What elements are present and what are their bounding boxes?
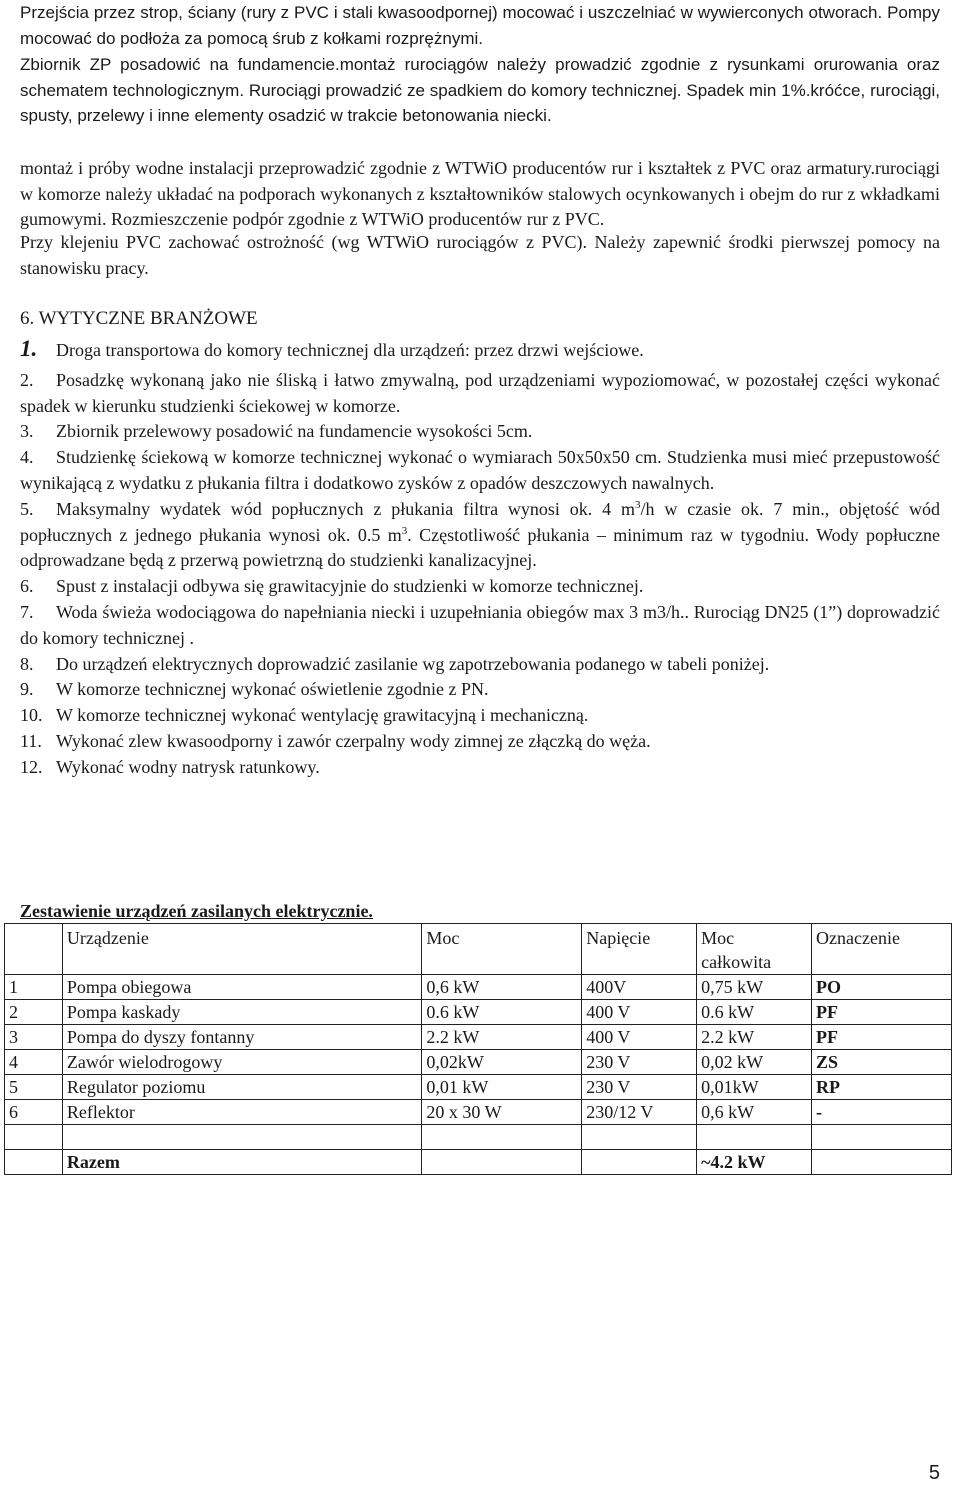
list-item (20, 497, 940, 574)
table-cell (5, 1150, 63, 1175)
table-cell: 0.6 kW (422, 1000, 582, 1025)
item-text: W komorze technicznej wykonać wentylację grawitacyjną i mechaniczną. (56, 705, 589, 726)
table-cell: - (812, 1100, 952, 1125)
item-text: Wykonać zlew kwasoodporny i zawór czerpalny wody zimnej ze złączką do węża. (56, 730, 651, 751)
table-cell: Zawór wielodrogowy (62, 1050, 422, 1075)
table-cell: 230 V (582, 1050, 697, 1075)
page-number: 5 (928, 1462, 940, 1484)
list-item (20, 652, 940, 678)
list-item (20, 336, 940, 364)
header-cell: Urządzenie (62, 924, 422, 975)
item-number: 2. (20, 369, 34, 390)
equipment-table (4, 923, 952, 1175)
table-cell: 6 (5, 1100, 63, 1125)
list-item (20, 368, 940, 420)
item-number: 1. (20, 336, 38, 361)
list-item (20, 755, 940, 781)
item-number: 9. (20, 679, 34, 700)
table-header-row (5, 924, 952, 975)
list-item (20, 445, 940, 497)
table-cell: Pompa do dyszy fontanny (62, 1025, 422, 1050)
header-cell: Napięcie (582, 924, 697, 975)
total-value: ~4.2 kW (697, 1150, 812, 1175)
item-text: Woda świeża wodociągowa do napełniania niecki i uzupełniania obiegów max 3 m3/h.. Rurociąg DN25 (1”) doprowadzić do komory technicznej . (20, 601, 940, 648)
item-text-a: Maksymalny wydatek wód popłucznych z płukania filtra wynosi ok. 4 m (56, 498, 636, 519)
superscript: 3 (401, 524, 408, 537)
table-cell: 1 (5, 975, 63, 1000)
list-item (20, 703, 940, 729)
item-number: 12. (20, 756, 43, 777)
table-cell: 3 (5, 1025, 63, 1050)
table-cell: 230/12 V (582, 1100, 697, 1125)
item-text: Posadzkę wykonaną jako nie śliską i łatwo zmywalną, pod urządzeniami wypoziomować, w pozostałej części wykonać spadek w kierunku studzienki ściekowej w komorze. (20, 369, 940, 416)
intro-paragraph-2: Zbiornik ZP posadowić na fundamencie.montaż rurociągów należy prowadzić zgodnie z rysunkami orurowania oraz schematem technologicznym. Rurociągi prowadzić ze spadkiem do komory technicznej. Spadek min 1%.króćce, rurociągi, spusty, przelewy i inne elementy osadzić w trakcie betonowania niecki. (20, 55, 940, 126)
table-title: Zestawienie urządzeń zasilanych elektrycznie. (20, 901, 373, 921)
item-number: 8. (20, 653, 34, 674)
table-cell: 0,75 kW (697, 975, 812, 1000)
table-cell: Pompa kaskady (62, 1000, 422, 1025)
table-row (5, 1050, 952, 1075)
item-text-b: /h w czasie ok. 7 min., objętość wód popłucznych z jednego płukania wynosi ok. 0.5 m (20, 498, 940, 545)
table-cell: 400V (582, 975, 697, 1000)
table-cell: 0,02 kW (697, 1050, 812, 1075)
item-text: Zbiornik przelewowy posadowić na fundamencie wysokości 5cm. (56, 421, 533, 442)
item-text: Studzienkę ściekową w komorze technicznej wykonać o wymiarach 50x50x50 cm. Studzienka musi mieć przepustowość wynikającą z wydatku z płukania filtra i dodatkowo zysków z opadów deszczowych nawalnych. (20, 447, 940, 493)
table-cell: 0,6 kW (422, 975, 582, 1000)
header-cell: Moc całkowita (697, 924, 812, 975)
table-row (5, 1075, 952, 1100)
table-cell (582, 1150, 697, 1175)
table-cell: 230 V (582, 1075, 697, 1100)
table-cell: 2.2 kW (697, 1025, 812, 1050)
table-cell (5, 1125, 63, 1150)
table-cell: 0,01 kW (422, 1075, 582, 1100)
table-cell (422, 1125, 582, 1150)
item-number: 5. (20, 498, 34, 519)
guidelines-list (20, 336, 940, 781)
table-cell: Pompa obiegowa (62, 975, 422, 1000)
table-cell: 400 V (582, 1000, 697, 1025)
item-text-c: . Częstotliwość płukania – minimum raz w tygodniu. Wody popłuczne odprowadzane będą z przerwą powietrzną do studzienki kanalizacyjnej. (20, 524, 940, 571)
table-cell: 0,02kW (422, 1050, 582, 1075)
superscript: 3 (635, 498, 641, 511)
intro-paragraph-4: Przy klejeniu PVC zachować ostrożność (wg WTWiO rurociągów z PVC). Należy zapewnić środki pierwszej pomocy na stanowisku pracy. (20, 232, 940, 278)
list-item (20, 677, 940, 703)
item-number: 11. (20, 730, 42, 751)
table-cell: PO (812, 975, 952, 1000)
table-cell: 2.2 kW (422, 1025, 582, 1050)
table-cell: Reflektor (62, 1100, 422, 1125)
item-number: 3. (20, 421, 34, 442)
table-cell (422, 1150, 582, 1175)
table-cell: 20 x 30 W (422, 1100, 582, 1125)
list-item (20, 419, 940, 445)
list-item (20, 729, 940, 755)
table-cell (812, 1125, 952, 1150)
table-cell: Regulator poziomu (62, 1075, 422, 1100)
table-cell: PF (812, 1000, 952, 1025)
header-cell: Oznaczenie (812, 924, 952, 975)
table-cell (62, 1125, 422, 1150)
table-cell: 0,6 kW (697, 1100, 812, 1125)
table-row (5, 1000, 952, 1025)
item-number: 7. (20, 601, 34, 622)
item-text: Droga transportowa do komory technicznej dla urządzeń: przez drzwi wejściowe. (56, 340, 644, 360)
table-empty-row (5, 1125, 952, 1150)
table-cell: ZS (812, 1050, 952, 1075)
total-label: Razem (62, 1150, 422, 1175)
item-text: Wykonać wodny natrysk ratunkowy. (56, 756, 320, 777)
list-item (20, 574, 940, 600)
table-cell: 2 (5, 1000, 63, 1025)
table-cell: 0.6 kW (697, 1000, 812, 1025)
item-text: Do urządzeń elektrycznych doprowadzić zasilanie wg zapotrzebowania podanego w tabeli poniżej. (56, 653, 770, 674)
table-cell: PF (812, 1025, 952, 1050)
section-heading: 6. WYTYCZNE BRANŻOWE (20, 308, 258, 329)
list-item (20, 600, 940, 652)
table-row (5, 975, 952, 1000)
item-text: W komorze technicznej wykonać oświetlenie zgodnie z PN. (56, 679, 489, 700)
item-text: Spust z instalacji odbywa się grawitacyjnie do studzienki w komorze technicznej. (56, 576, 644, 597)
item-number: 10. (20, 705, 43, 726)
table-cell (697, 1125, 812, 1150)
table-row (5, 1100, 952, 1125)
header-cell: Moc (422, 924, 582, 975)
intro-paragraph-1: Przejścia przez strop, ściany (rury z PVC i stali kwasoodpornej) mocować i uszczelniać w wywierconych otworach. Pompy mocować do podłoża za pomocą śrub z kołkami rozprężnymi. (20, 3, 940, 48)
table-cell: RP (812, 1075, 952, 1100)
item-number: 4. (20, 447, 34, 468)
intro-paragraph-3: montaż i próby wodne instalacji przeprowadzić zgodnie z WTWiO producentów rur i kształtek z PVC oraz armatury.rurociągi w komorze należy układać na podporach wykonanych z kształtowników stalowych ocynkowanych i obejm do rur z wkładkami gumowymi. Rozmieszczenie podpór zgodnie z WTWiO producentów rur z PVC. (20, 158, 940, 230)
table-cell (582, 1125, 697, 1150)
table-total-row (5, 1150, 952, 1175)
header-cell (5, 924, 63, 975)
table-cell (812, 1150, 952, 1175)
table-row (5, 1025, 952, 1050)
table-cell: 5 (5, 1075, 63, 1100)
table-cell: 0,01kW (697, 1075, 812, 1100)
table-cell: 4 (5, 1050, 63, 1075)
item-number: 6. (20, 576, 34, 597)
table-cell: 400 V (582, 1025, 697, 1050)
